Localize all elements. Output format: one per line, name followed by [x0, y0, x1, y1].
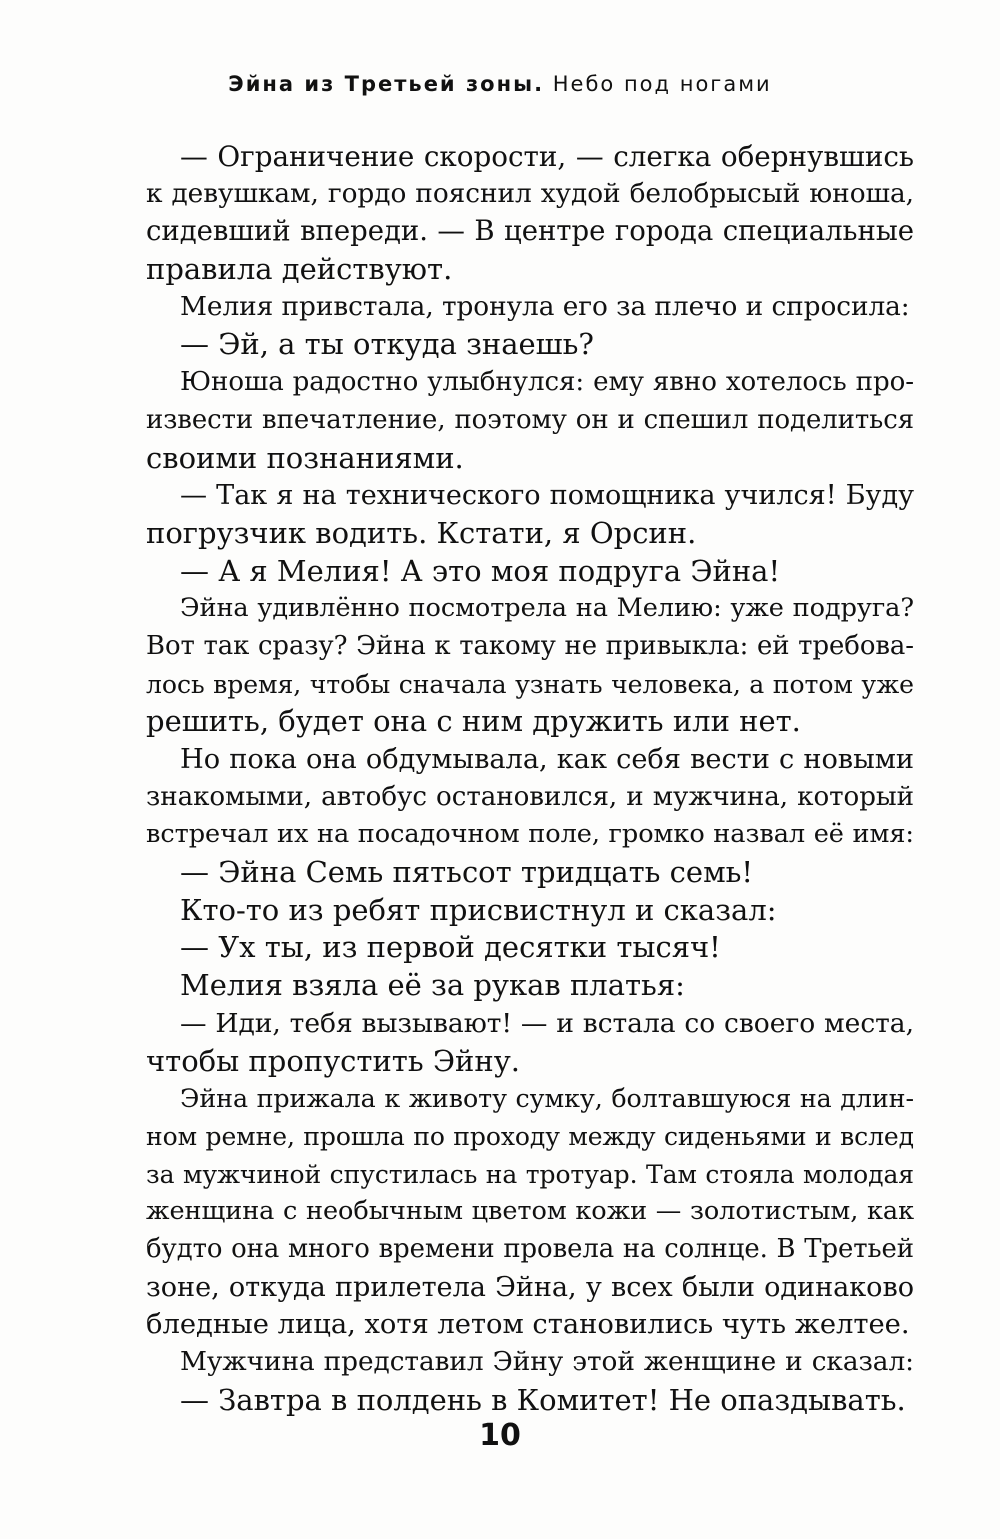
running-header: [0, 72, 1000, 96]
text-line: Эйна удивлённо посмотрела на Мелию: уже подруга?: [180, 593, 914, 624]
body-text: [146, 138, 914, 1419]
text-line: зоне, откуда прилетела Эйна, у всех были одинаково: [146, 1271, 914, 1303]
text-line: — Эйна Семь пятьсот тридцать семь!: [180, 855, 754, 890]
text-line: за мужчиной спустилась на тротуар. Там стояла молодая: [146, 1159, 914, 1189]
text-line: правила действуют.: [146, 252, 453, 287]
text-line: извести впечатление, поэтому он и спешил поделиться: [146, 404, 914, 435]
text-line: решить, будет она с ним дружить или нет.: [146, 704, 801, 739]
text-line: Юноша радостно улыбнулся: ему явно хотелось про-: [180, 367, 914, 398]
text-line: Мелия привстала, тронула его за плечо и спросила:: [180, 291, 910, 322]
text-line: лось время, чтобы сначала узнать человека, а потом уже: [146, 669, 914, 699]
header-book-title: Эйна из Третьей зоны.: [228, 72, 545, 96]
text-line: — Завтра в полдень в Комитет! Не опаздывать.: [180, 1382, 906, 1417]
text-line: — Иди, тебя вызывают! — и встала со своего места,: [180, 1007, 914, 1039]
text-line: своими познаниями.: [146, 440, 464, 475]
text-line: встречал их на посадочном поле, громко назвал её имя:: [146, 819, 914, 850]
text-line: Мелия взяла её за рукав платья:: [180, 968, 685, 1003]
text-line: Но пока она обдумывала, как себя вести с новыми: [180, 744, 914, 775]
text-line: — Так я на технического помощника учился! Буду: [180, 480, 914, 512]
text-line: женщина с необычным цветом кожи — золотистым, как: [146, 1196, 914, 1227]
text-line: сидевший впереди. — В центре города специальные: [146, 215, 914, 248]
text-line: будто она много времени провела на солнце. В Третьей: [146, 1233, 914, 1264]
text-line: погрузчик водить. Кстати, я Орсин.: [146, 515, 697, 550]
text-line: бледные лица, хотя летом становились чуть желтее.: [146, 1309, 910, 1341]
text-line: Вот так сразу? Эйна к такому не привыкла: ей требова-: [146, 630, 914, 661]
page-number: 10: [479, 1418, 521, 1453]
text-line: Мужчина представил Эйну этой женщине и сказал:: [180, 1347, 914, 1377]
text-line: к девушкам, гордо пояснил худой белобрысый юноша,: [146, 178, 914, 209]
text-line: ном ремне, прошла по проходу между сиденьями и вслед: [146, 1121, 914, 1151]
header-subtitle: Небо под ногами: [552, 72, 772, 96]
text-line: Эйна прижала к животу сумку, болтавшуюся на длин-: [180, 1083, 914, 1114]
text-line: знакомыми, автобус остановился, и мужчина, который: [146, 781, 914, 812]
text-line: чтобы пропустить Эйну.: [146, 1043, 520, 1078]
text-line: — А я Мелия! А это моя подруга Эйна!: [180, 553, 781, 588]
text-line: — Эй, а ты откуда знаешь?: [180, 327, 594, 362]
text-line: — Ограничение скорости, — слегка обернувшись: [180, 140, 914, 173]
text-line: Кто-то из ребят присвистнул и сказал:: [180, 892, 777, 927]
text-line: — Ух ты, из первой десятки тысяч!: [180, 930, 721, 965]
